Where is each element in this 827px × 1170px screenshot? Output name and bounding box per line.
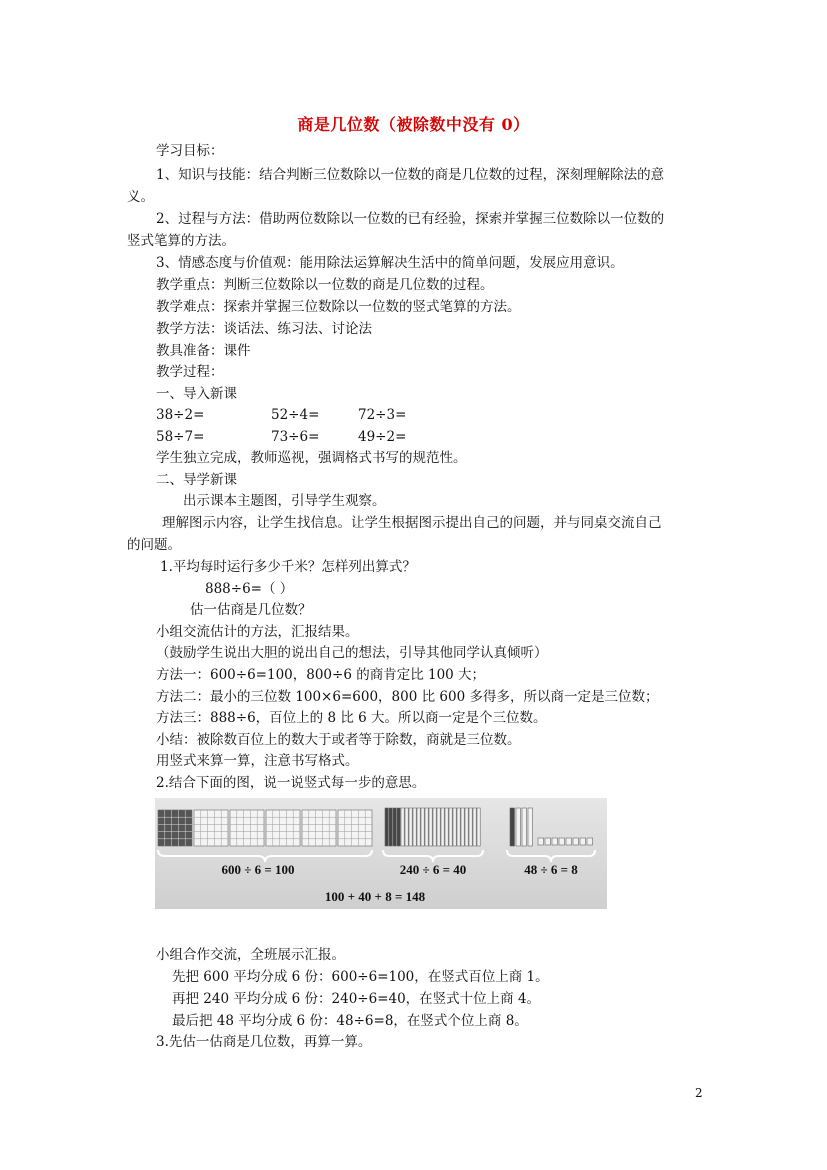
text-line: 小组交流估计的方法，汇报结果。 bbox=[156, 624, 359, 640]
ten-rod bbox=[453, 808, 456, 846]
text-line: 再把 240 平均分成 6 份：240÷6=40，在竖式十位上商 4。 bbox=[172, 991, 541, 1007]
text-line: 学习目标： bbox=[156, 143, 224, 159]
text-line: 教学重点：判断三位数除以一位数的商是几位数的过程。 bbox=[156, 277, 494, 293]
unit-rod bbox=[522, 808, 527, 846]
figure-equation-sum: 100 + 40 + 8 = 148 bbox=[324, 889, 426, 904]
hundred-block bbox=[158, 810, 192, 846]
hundred-block bbox=[194, 810, 228, 846]
unit-cube bbox=[573, 838, 579, 845]
text-line: 方法一：600÷6=100，800÷6 的商肯定比 100 大； bbox=[156, 667, 486, 683]
ten-rod bbox=[425, 808, 428, 846]
ten-rod bbox=[441, 808, 444, 846]
document-title: 商是几位数（被除数中没有 0） bbox=[297, 115, 530, 134]
figure-equation-2: 240 ÷ 6 = 40 bbox=[399, 862, 467, 877]
text-line: 估一估商是几位数？ bbox=[190, 602, 312, 618]
text-line: 的问题。 bbox=[127, 537, 181, 553]
exercise-item: 58÷7= bbox=[156, 429, 205, 445]
text-line: 2.结合下面的图，说一说竖式每一步的意思。 bbox=[156, 775, 426, 791]
unit-rod bbox=[510, 808, 515, 846]
exercise-item: 52÷4= bbox=[271, 407, 320, 423]
exercise-item: 72÷3= bbox=[358, 407, 407, 423]
brace-1 bbox=[158, 850, 372, 862]
ten-rod bbox=[421, 808, 424, 846]
ten-rod bbox=[457, 808, 460, 846]
ten-rod bbox=[397, 808, 400, 846]
unit-rod bbox=[516, 808, 521, 846]
text-line: 1、知识与技能：结合判断三位数除以一位数的商是几位数的过程，深刻理解除法的意 bbox=[156, 167, 665, 183]
unit-cubes bbox=[510, 808, 593, 846]
figure-equation-3: 48 ÷ 6 = 8 bbox=[524, 862, 578, 877]
ten-rod bbox=[445, 808, 448, 846]
ten-rod bbox=[429, 808, 432, 846]
ten-rod bbox=[385, 808, 388, 846]
equation-line: 888÷6=（ ） bbox=[205, 581, 294, 597]
base-ten-figure bbox=[155, 798, 607, 909]
figure-equation-1: 600 ÷ 6 = 100 bbox=[221, 862, 295, 877]
brace-3 bbox=[507, 850, 595, 862]
ten-rod bbox=[437, 808, 440, 846]
text-line: 学生独立完成，教师巡视，强调格式书写的规范性。 bbox=[156, 450, 467, 466]
unit-cube bbox=[580, 838, 586, 845]
text-line: 竖式笔算的方法。 bbox=[127, 233, 235, 249]
hundred-block bbox=[302, 810, 336, 846]
unit-cube bbox=[559, 838, 565, 845]
ten-rod bbox=[401, 808, 404, 846]
ten-rod bbox=[413, 808, 416, 846]
ten-rod bbox=[473, 808, 476, 846]
text-line: 教学方法：谈话法、练习法、讨论法 bbox=[156, 321, 372, 337]
text-line: 义。 bbox=[127, 189, 154, 205]
text-line: 最后把 48 平均分成 6 份：48÷6=8，在竖式个位上商 8。 bbox=[172, 1013, 528, 1029]
text-line: 小组合作交流，全班展示汇报。 bbox=[156, 947, 345, 963]
page-number: 2 bbox=[695, 1086, 703, 1100]
unit-cube bbox=[587, 838, 593, 845]
ten-rod bbox=[409, 808, 412, 846]
unit-cube bbox=[566, 838, 572, 845]
unit-cube bbox=[538, 838, 544, 845]
exercise-item: 38÷2= bbox=[156, 407, 205, 423]
hundreds-blocks bbox=[158, 810, 372, 846]
unit-cube bbox=[552, 838, 558, 845]
unit-cube bbox=[545, 838, 551, 845]
section-heading: 二、导学新课 bbox=[156, 472, 237, 488]
ten-rod bbox=[469, 808, 472, 846]
hundred-block bbox=[338, 810, 372, 846]
text-line: 教学过程： bbox=[156, 364, 224, 380]
tens-rods bbox=[385, 808, 480, 846]
text-line: 用竖式来算一算，注意书写格式。 bbox=[156, 753, 359, 769]
ten-rod bbox=[393, 808, 396, 846]
hundred-block bbox=[266, 810, 300, 846]
text-line: 2、过程与方法：借助两位数除以一位数的已有经验，探索并掌握三位数除以一位数的 bbox=[156, 211, 665, 227]
brace-2 bbox=[383, 850, 483, 862]
text-line: 出示课本主题图，引导学生观察。 bbox=[183, 493, 386, 509]
exercise-item: 49÷2= bbox=[358, 429, 407, 445]
ten-rod bbox=[389, 808, 392, 846]
unit-rod bbox=[528, 808, 533, 846]
text-line: 小结：被除数百位上的数大于或者等于除数，商就是三位数。 bbox=[156, 732, 521, 748]
ten-rod bbox=[405, 808, 408, 846]
text-line: 方法二：最小的三位数 100×6=600，800 比 600 多得多，所以商一定是三位数； bbox=[156, 689, 659, 705]
text-line: 理解图示内容，让学生找信息。让学生根据图示提出自己的问题，并与同桌交流自己 bbox=[162, 515, 662, 531]
text-line: 方法三：888÷6，百位上的 8 比 6 大。所以商一定是个三位数。 bbox=[156, 710, 547, 726]
text-line: 教学难点：探索并掌握三位数除以一位数的竖式笔算的方法。 bbox=[156, 299, 521, 315]
text-line: 3、情感态度与价值观：能用除法运算解决生活中的简单问题，发展应用意识。 bbox=[156, 255, 624, 271]
text-line: 1.平均每时运行多少千米？怎样列出算式？ bbox=[160, 559, 416, 575]
ten-rod bbox=[465, 808, 468, 846]
exercise-item: 73÷6= bbox=[271, 429, 320, 445]
ten-rod bbox=[433, 808, 436, 846]
text-line: 先把 600 平均分成 6 份：600÷6=100，在竖式百位上商 1。 bbox=[172, 969, 549, 985]
text-line: （鼓励学生说出大胆的说出自己的想法，引导其他同学认真倾听） bbox=[156, 645, 548, 661]
ten-rod bbox=[417, 808, 420, 846]
ten-rod bbox=[477, 808, 480, 846]
section-heading: 一、导入新课 bbox=[156, 386, 237, 402]
text-line: 3.先估一估商是几位数，再算一算。 bbox=[156, 1034, 372, 1050]
hundred-block bbox=[230, 810, 264, 846]
ten-rod bbox=[449, 808, 452, 846]
ten-rod bbox=[461, 808, 464, 846]
text-line: 教具准备：课件 bbox=[156, 343, 251, 359]
